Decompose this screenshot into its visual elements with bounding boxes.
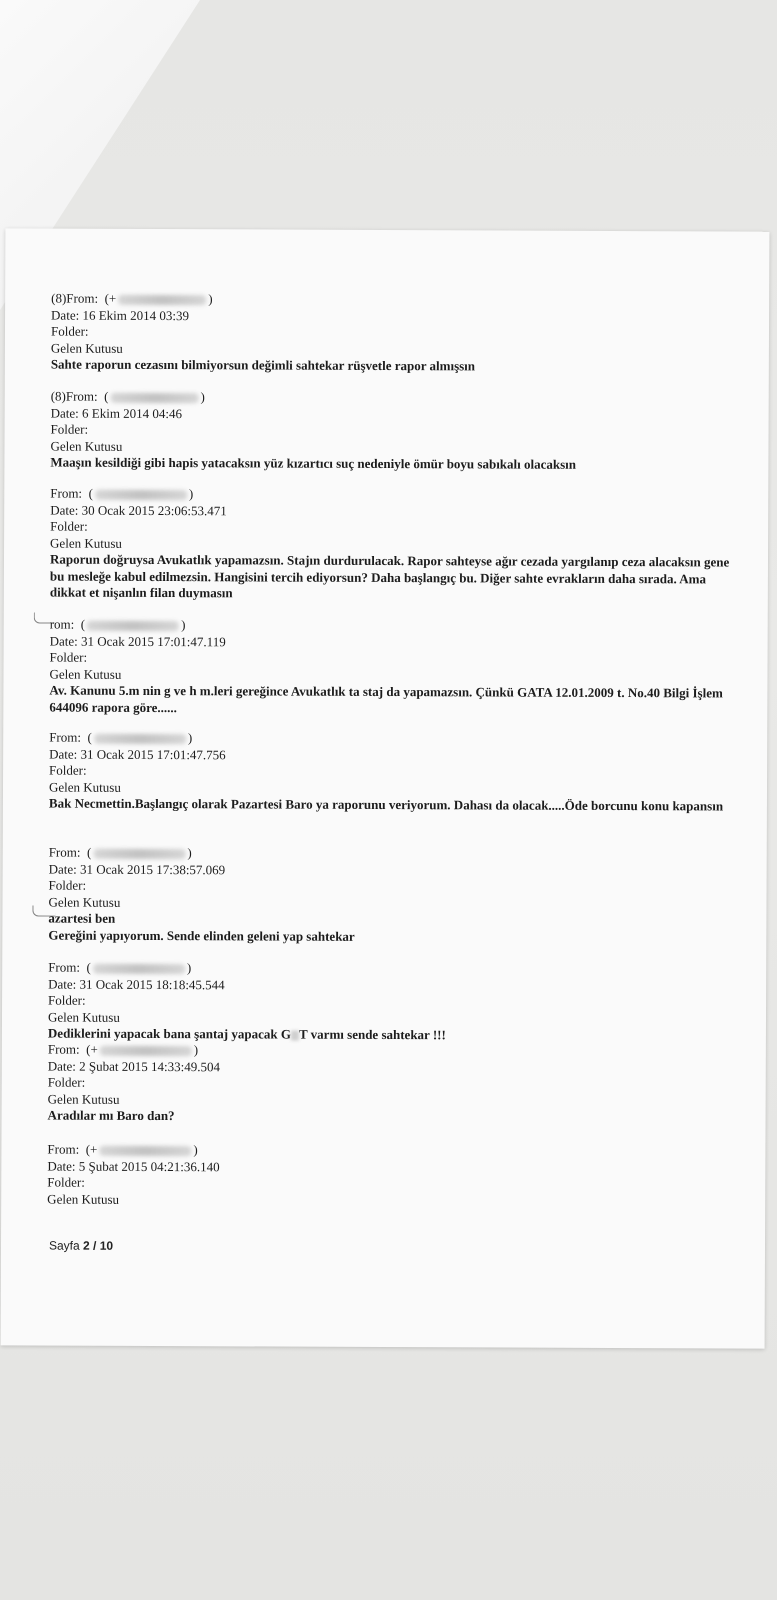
- redacted-phone: [99, 1146, 191, 1156]
- date-line: Date: 31 Ocak 2015 17:01:47.756: [49, 746, 226, 762]
- message-text: Bak Necmettin.Başlangıç olarak Pazartesi Baro ya raporunu veriyorum. Dahası da olacak.....Öde borcunu konu kapansın: [48, 795, 724, 814]
- folder-name: Gelen Kutusu: [49, 666, 122, 682]
- message-text: Av. Kanunu 5.m nin g ve h m.leri gereğince Avukatlık ta staj da yapamazsın. Çünkü GATA 12.01.2009 t. No.40 Bilgi İşlem 644096 rapora göre......: [49, 682, 723, 715]
- message-text: Raporun doğruysa Avukatlık yapamazsın. Stajın durdurulacak. Rapor sahteyse ağır cezada yargılanıp ceza alacaksın gene bu mesleğe kabul edilmezsin. Hangisini tercih ediyorsun? Daha başlangıç bu. Diğer sahte evrakların daha sırada. Ama dikkat et nişanlın filan duymasın: [49, 551, 730, 601]
- folder-label: Folder:: [47, 1074, 86, 1090]
- redacted-phone: [93, 849, 185, 859]
- folder-label: Folder:: [48, 992, 86, 1008]
- from-line: (8)From: ( ): [50, 388, 205, 405]
- redacted-phone: [100, 1046, 192, 1056]
- folder-name: Gelen Kutusu: [47, 1191, 120, 1207]
- folder-label: Folder:: [50, 323, 89, 339]
- redacted-word: [291, 1031, 299, 1041]
- folder-name: Gelen Kutusu: [47, 1009, 120, 1025]
- message-entry: [50, 389, 744, 475]
- message-entry: [47, 1142, 741, 1211]
- message-entry: [48, 845, 742, 947]
- folder-name: Gelen Kutusu: [48, 894, 121, 910]
- from-line: From: (+ ): [47, 1041, 199, 1058]
- folder-label: Folder:: [50, 518, 88, 534]
- from-line: From: ( ): [50, 485, 194, 502]
- folder-name: Gelen Kutusu: [47, 1091, 120, 1107]
- message-entry: [51, 291, 745, 377]
- date-line: Date: 30 Ocak 2015 23:06:53.471: [50, 502, 227, 518]
- folder-name: Gelen Kutusu: [50, 438, 123, 454]
- message-entry: [49, 617, 743, 719]
- document-page: [1, 228, 770, 1348]
- folder-label: Folder:: [49, 649, 88, 665]
- folder-label: Folder:: [49, 762, 87, 778]
- redacted-phone: [95, 490, 187, 500]
- from-line: From: ( ): [48, 844, 192, 861]
- redacted-phone: [93, 964, 185, 974]
- message-text: Maaşın kesildiği gibi hapis yatacaksın yüz kızartıcı suç nedeniyle ömür boyu sabıkalı olacaksın: [50, 454, 577, 472]
- message-text: Dediklerini yapacak bana şantaj yapacak G T varmı sende sahtekar !!!: [47, 1025, 446, 1043]
- folder-label: Folder:: [48, 877, 87, 893]
- message-entry: [48, 1042, 742, 1128]
- from-line: (8)From: (+ ): [51, 290, 213, 307]
- redacted-phone: [94, 734, 186, 744]
- redacted-phone: [118, 295, 206, 305]
- from-line: From: (+ ): [47, 1141, 198, 1158]
- folder-name: Gelen Kutusu: [50, 340, 123, 356]
- from-line: From: ( ): [49, 729, 193, 746]
- folder-name: Gelen Kutusu: [48, 779, 121, 795]
- message-text: Gereğini yapıyorum. Sende elinden geleni yap sahtekar: [48, 927, 355, 944]
- redacted-phone: [110, 393, 198, 403]
- message-text: azartesi ben: [48, 910, 116, 926]
- folder-label: Folder:: [47, 1174, 85, 1190]
- date-line: Date: 31 Ocak 2015 18:18:45.544: [48, 976, 225, 992]
- message-text: Sahte raporun cezasını bilmiyorsun değimli sahtekar rüşvetle rapor almışsın: [50, 356, 476, 374]
- redacted-phone: [87, 621, 179, 631]
- message-entry: [50, 486, 744, 605]
- from-line: rom: ( ): [49, 616, 186, 633]
- folder-label: Folder:: [50, 421, 89, 437]
- message-text: Aradılar mı Baro dan?: [47, 1107, 175, 1124]
- message-entry: [49, 730, 743, 816]
- date-line: Date: 6 Ekim 2014 04:46: [50, 405, 183, 421]
- from-line: From: ( ): [48, 959, 192, 976]
- date-line: Date: 31 Ocak 2015 17:01:47.119: [49, 633, 226, 649]
- date-line: Date: 16 Ekim 2014 03:39: [51, 307, 190, 323]
- message-entry: [48, 960, 742, 1046]
- page-number: Sayfa 2 / 10: [48, 1238, 114, 1253]
- date-line: Date: 31 Ocak 2015 17:38:57.069: [48, 861, 226, 877]
- date-line: Date: 2 Şubat 2015 14:33:49.504: [47, 1058, 221, 1074]
- date-line: Date: 5 Şubat 2015 04:21:36.140: [47, 1158, 220, 1174]
- folder-name: Gelen Kutusu: [50, 535, 122, 551]
